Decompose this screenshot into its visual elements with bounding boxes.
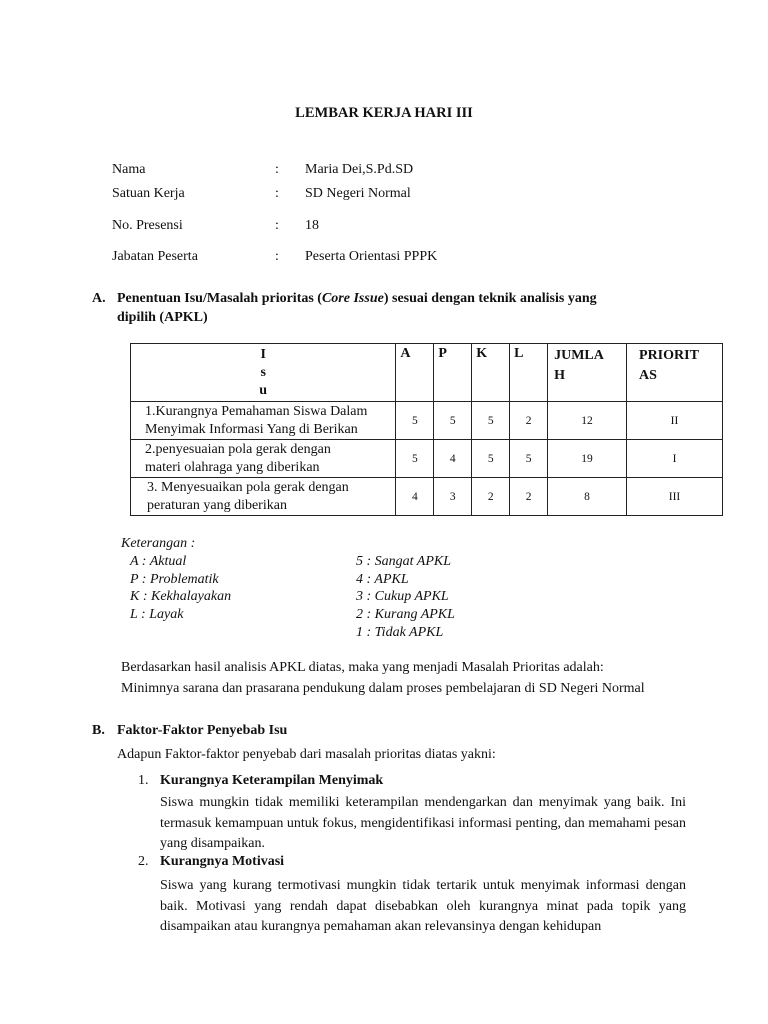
table-header-row: [131, 344, 723, 402]
body-line: dengan baik. Motivasi yang rendah dapat disebabkan oleh kurangnya minat pada topik: [160, 878, 687, 914]
section-a-heading-italic: Core Issue: [321, 291, 384, 306]
section-b-heading: Faktor-Faktor Penyebab Isu: [117, 723, 288, 738]
header-isu: [131, 344, 396, 402]
info-colon: :: [275, 218, 279, 233]
header-k: K: [472, 344, 510, 402]
body-line: Siswa mungkin tidak memiliki keterampilan mendengarkan dan menyimak yang baik.: [160, 795, 665, 810]
header-prioritas: [627, 344, 723, 402]
table-row: [131, 440, 723, 478]
skala-item: 4 : APKL: [356, 572, 409, 587]
isu-line: Menyimak Informasi Yang di Berikan: [145, 422, 358, 437]
info-value-jabatan: Peserta Orientasi PPPK: [305, 249, 438, 264]
keterangan-heading: Keterangan :: [121, 536, 196, 551]
score-jumlah: 8: [548, 478, 627, 516]
body-line: memahami pesan yang disampaikan.: [160, 815, 686, 851]
skala-item: 1 : Tidak APKL: [356, 625, 444, 640]
body-line: yang disampaikan atau kurangnya pemahaman akan relevansinya dengan kehidupan: [160, 898, 686, 934]
section-a-heading-pre: Penentuan Isu/Masalah prioritas (: [117, 291, 322, 306]
header-p: P: [434, 344, 472, 402]
info-colon: :: [275, 249, 279, 264]
list-item-title: Kurangnya Motivasi: [160, 854, 285, 869]
info-value-presensi: 18: [305, 218, 319, 233]
header-isu-char: s: [260, 365, 266, 380]
list-item-title: Kurangnya Keterampilan Menyimak: [160, 773, 384, 788]
isu-line: 1.Kurangnya Pemahaman Siswa Dalam: [145, 404, 368, 419]
score-a: 4: [396, 478, 434, 516]
header-isu-char: I: [260, 347, 266, 362]
score-a: 5: [396, 402, 434, 440]
isu-line: peraturan yang diberikan: [147, 498, 287, 513]
section-a-heading-post: ) sesuai dengan teknik analisis yang: [383, 291, 597, 306]
page-title: LEMBAR KERJA HARI III: [295, 105, 473, 121]
keterangan-item: P : Problematik: [130, 572, 219, 587]
list-item-number: 1.: [138, 773, 149, 788]
header-jumlah-line: H: [554, 368, 565, 383]
keterangan-item: L : Layak: [130, 607, 184, 622]
list-item-number: 2.: [138, 854, 149, 869]
list-item-body: [160, 876, 686, 938]
score-l: 5: [510, 440, 548, 478]
conclusion-line: Berdasarkan hasil analisis APKL diatas, maka yang menjadi Masalah Prioritas adalah:: [121, 660, 604, 675]
isu-cell: [131, 402, 396, 440]
score-k: 5: [472, 440, 510, 478]
score-prioritas: II: [627, 402, 723, 440]
info-label-jabatan: Jabatan Peserta: [112, 249, 198, 264]
isu-cell: [131, 478, 396, 516]
info-colon: :: [275, 186, 279, 201]
isu-line: materi olahraga yang diberikan: [145, 460, 320, 475]
header-prioritas-line: PRIORIT: [639, 348, 699, 363]
keterangan-item: K : Kekhalayakan: [130, 589, 232, 604]
table-row: [131, 402, 723, 440]
score-p: 3: [434, 478, 472, 516]
score-prioritas: I: [627, 440, 723, 478]
isu-cell: [131, 440, 396, 478]
keterangan-item: A : Aktual: [130, 554, 187, 569]
header-prioritas-line: AS: [639, 368, 657, 383]
score-p: 4: [434, 440, 472, 478]
isu-line: 3. Menyesuaikan pola gerak dengan: [147, 480, 349, 495]
header-l: L: [510, 344, 548, 402]
isu-line: 2.penyesuaian pola gerak dengan: [145, 442, 331, 457]
section-a-marker: A.: [92, 291, 106, 306]
skala-item: 3 : Cukup APKL: [356, 589, 449, 604]
header-isu-char: u: [259, 383, 268, 398]
list-item-body: [160, 793, 686, 855]
body-line: Ini termasuk kemampuan untuk fokus, mengidentifikasi informasi penting, dan: [160, 795, 686, 831]
score-k: 5: [472, 402, 510, 440]
table-row: [131, 478, 723, 516]
apkl-table: [130, 343, 723, 516]
score-l: 2: [510, 478, 548, 516]
score-l: 2: [510, 402, 548, 440]
info-label-nama: Nama: [112, 162, 146, 177]
score-prioritas: III: [627, 478, 723, 516]
conclusion-line: Minimnya sarana dan prasarana pendukung dalam proses pembelajaran di SD Negeri Normal: [121, 681, 645, 696]
info-value-nama: Maria Dei,S.Pd.SD: [305, 162, 414, 177]
score-a: 5: [396, 440, 434, 478]
skala-item: 2 : Kurang APKL: [356, 607, 455, 622]
info-label-presensi: No. Presensi: [112, 218, 183, 233]
header-jumlah-line: JUMLA: [554, 348, 604, 363]
header-a: A: [396, 344, 434, 402]
section-a-heading: [117, 291, 597, 307]
section-b-intro: Adapun Faktor-faktor penyebab dari masalah prioritas diatas yakni:: [117, 747, 496, 762]
info-value-satuan-kerja: SD Negeri Normal: [305, 186, 411, 201]
body-line: Siswa yang kurang termotivasi mungkin tidak tertarik untuk menyimak informasi: [160, 878, 640, 893]
score-jumlah: 19: [548, 440, 627, 478]
skala-item: 5 : Sangat APKL: [356, 554, 452, 569]
section-a-heading-line2: dipilih (APKL): [117, 310, 208, 325]
score-p: 5: [434, 402, 472, 440]
section-b-marker: B.: [92, 723, 105, 738]
score-jumlah: 12: [548, 402, 627, 440]
header-jumlah: [548, 344, 627, 402]
info-label-satuan-kerja: Satuan Kerja: [112, 186, 185, 201]
info-colon: :: [275, 162, 279, 177]
score-k: 2: [472, 478, 510, 516]
